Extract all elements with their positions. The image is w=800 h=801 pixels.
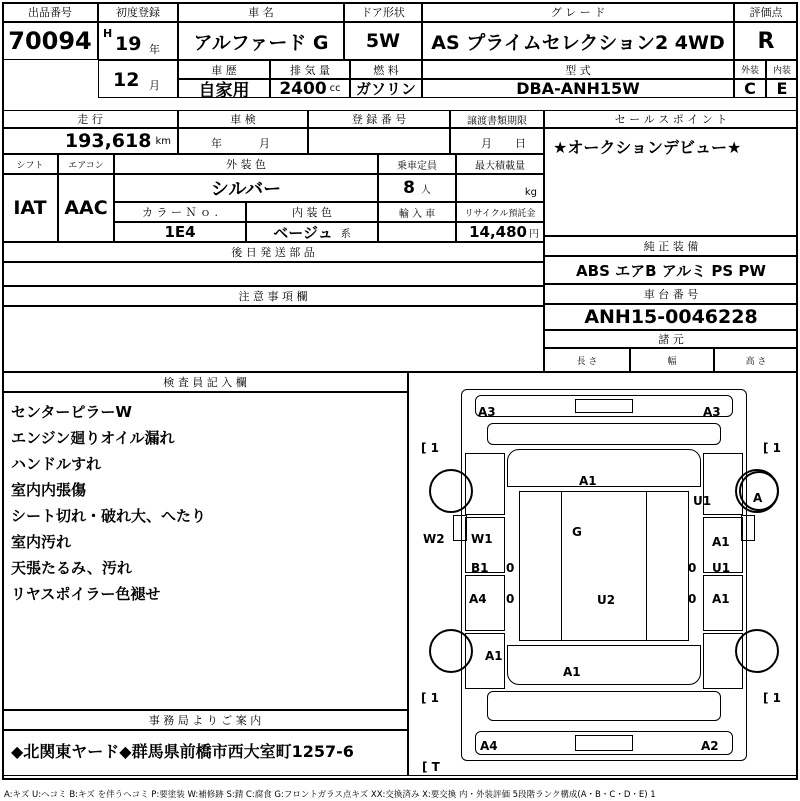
inspector-label: [2, 372, 408, 392]
inspector-note-line: エンジン廻りオイル漏れ: [11, 429, 175, 447]
history-label-text: 車 歴: [211, 63, 237, 77]
first-reg-year-unit-text: 年: [149, 43, 160, 56]
inspector-note-line: 天張たるみ、汚れ: [11, 559, 132, 577]
caution-label-text: 注 意 事 項 欄: [238, 290, 308, 303]
transfer-month-text: 月: [481, 137, 492, 150]
first-reg-label-text: 初度登録: [116, 6, 160, 19]
color-no-text: 1E4: [164, 223, 196, 241]
genuine-equipment-value: [544, 256, 798, 284]
first-reg-value: [98, 22, 178, 60]
score-text: R: [757, 28, 775, 54]
lot-no-label: [2, 2, 98, 22]
diagram-damage-label: [ T: [422, 760, 440, 774]
diagram-damage-label: 0: [688, 561, 697, 575]
width-label: [630, 348, 714, 372]
first-reg-month-cell: [98, 60, 178, 98]
door-label-text: ドア形状: [361, 6, 405, 19]
diagram-damage-label: [ 1: [763, 441, 782, 455]
diagram-damage-label: W1: [471, 532, 493, 546]
later-parts-value: [2, 262, 544, 286]
dimensions-label-text: 諸 元: [658, 333, 684, 346]
diagram-damage-label: A1: [579, 474, 597, 488]
caution-value: [2, 306, 544, 372]
diagram-damage-label: A4: [480, 739, 498, 753]
diagram-damage-label: A1: [712, 535, 730, 549]
model-value: [422, 79, 734, 98]
max-load-label-text: 最大積載量: [475, 160, 525, 172]
mileage-label-text: 走 行: [77, 113, 103, 126]
genuine-equipment-label: [544, 236, 798, 256]
sales-point-label: [544, 110, 798, 128]
int-grade-label: [766, 60, 798, 79]
diagram-damage-label: U2: [597, 593, 616, 607]
rear-window: [507, 645, 701, 685]
ext-color-text: シルバー: [210, 179, 282, 200]
history-text: 自家用: [198, 81, 250, 101]
mileage-value: [2, 128, 178, 154]
fuel-text: ガソリン: [355, 80, 416, 98]
displacement-label: [270, 60, 350, 79]
shift-value: [2, 174, 58, 242]
office-label-text: 事 務 局 よ り ご 案 内: [148, 714, 262, 727]
car-name-label: [178, 2, 344, 22]
lot-no-text: 70094: [8, 27, 92, 55]
windshield: [507, 449, 701, 487]
diagram-damage-label: 0: [688, 592, 697, 606]
displacement-text: 2400: [279, 78, 327, 99]
color-no-value: [114, 222, 246, 242]
diagram-damage-label: A4: [469, 592, 487, 606]
wheel-front-left: [429, 469, 473, 513]
recycle-text: 14,480: [469, 223, 527, 241]
ext-grade-text: C: [744, 79, 756, 98]
transfer-deadline-label-text: 譲渡書類期限: [467, 115, 527, 127]
grade-value: [422, 22, 734, 60]
sales-point-label-text: セ ー ル ス ポ イ ン ト: [614, 113, 728, 126]
caution-label: [2, 286, 544, 306]
shaken-month-text: 月: [259, 137, 270, 150]
height-label: [714, 348, 798, 372]
diagram-damage-label: U1: [693, 494, 712, 508]
model-text: DBA-ANH15W: [516, 79, 640, 98]
car-name-value: [178, 22, 344, 60]
int-color-label-text: 内 装 色: [292, 206, 332, 219]
recycle-label: [456, 202, 544, 222]
score-label: [734, 2, 798, 22]
reg-no-value: [308, 128, 450, 154]
import-value: [378, 222, 456, 242]
transfer-deadline-value: [450, 128, 544, 154]
seats-unit-text: 人: [420, 184, 431, 196]
color-no-label-text: カ ラ ー Ｎ ｏ .: [142, 206, 218, 219]
diagram-damage-label: U1: [712, 561, 731, 575]
legend-footer-text: A:キズ U:ヘコミ B:キズ を伴うヘコミ P:要塗装 W:補修跡 S:錆 C:腐食 G:フロントガラス点キズ XX:交換済み X:要交換 内・外装評価 5段階ランク構成(A・B・C・D・E) 1: [4, 790, 656, 800]
aircon-value: [58, 174, 114, 242]
transfer-deadline-label: [450, 110, 544, 128]
diagram-damage-label: [ 1: [421, 691, 440, 705]
shaken-year-text: 年: [211, 137, 222, 150]
height-label-text: 高 さ: [745, 356, 767, 367]
chassis-text: ANH15-0046228: [584, 306, 758, 328]
inspector-note-line: 室内内張傷: [11, 481, 87, 499]
recycle-unit-text: 円: [529, 228, 539, 240]
ext-grade-label-text: 外装: [740, 66, 759, 76]
diagram-damage-label: [ 1: [421, 441, 440, 455]
office-notice-text: ◆北関東ヤード◆群馬県前橋市西大室町1257-6: [11, 742, 354, 761]
sales-point-value: [544, 128, 798, 236]
ext-color-value: [114, 174, 378, 202]
shift-label-text: シフト: [16, 160, 44, 171]
legend-footer: [4, 782, 798, 801]
displacement-value: [270, 79, 350, 98]
damage-diagram-panel: [408, 372, 798, 776]
inspector-note-line: シート切れ・破れ大、へたり: [11, 507, 207, 525]
diagram-damage-label: [ 1: [763, 691, 782, 705]
color-no-label: [114, 202, 246, 222]
mirror-left: [453, 515, 467, 541]
sales-point-text: ★オークションデビュー★: [553, 138, 742, 157]
grade-text: AS プライムセレクション2 4WD: [431, 31, 725, 54]
max-load-unit-text: kg: [524, 187, 537, 198]
fuel-label-text: 燃 料: [373, 63, 399, 77]
fuel-label: [350, 60, 422, 79]
int-color-suffix-text: 系: [340, 228, 351, 240]
first-reg-month-unit-text: 月: [149, 79, 160, 92]
inspector-label-text: 検 査 員 記 入 欄: [163, 376, 247, 389]
seats-text: 8: [403, 178, 415, 198]
diagram-damage-label: W2: [423, 532, 445, 546]
chassis-label-text: 車 台 番 号: [643, 288, 699, 301]
max-load-label: [456, 154, 544, 174]
first-reg-label: [98, 2, 178, 22]
wheel-rear-right: [735, 629, 779, 673]
shaken-label-text: 車 検: [230, 113, 256, 126]
diagram-damage-label: A3: [478, 405, 496, 419]
import-label: [378, 202, 456, 222]
diagram-damage-label: A3: [703, 405, 721, 419]
int-color-value: [246, 222, 378, 242]
genuine-equipment-text: ABS エアB アルミ PS PW: [576, 261, 766, 280]
seats-label-text: 乗車定員: [397, 160, 437, 172]
later-parts-label: [2, 242, 544, 262]
shaken-value: [178, 128, 308, 154]
mirror-right: [741, 515, 755, 541]
score-value: [734, 22, 798, 60]
int-color-text: ベージュ: [273, 223, 333, 242]
history-value: [178, 79, 270, 101]
door-label: [344, 2, 422, 22]
car-name-text: アルファード G: [193, 31, 329, 54]
dimensions-label: [544, 330, 798, 348]
ext-grade-label: [734, 60, 766, 79]
first-reg-month-text: 12: [113, 69, 140, 91]
aircon-label-text: エアコン: [68, 160, 104, 171]
displacement-label-text: 排 気 量: [290, 63, 330, 77]
reg-no-label: [308, 110, 450, 128]
chassis-value: [544, 304, 798, 330]
int-color-label: [246, 202, 378, 222]
length-label-text: 長 さ: [576, 356, 598, 367]
grade-label: [422, 2, 734, 22]
recycle-label-text: リサイクル預託金: [464, 208, 536, 219]
tailgate-panel: [487, 691, 721, 721]
diagram-damage-label: B1: [471, 561, 489, 575]
diagram-damage-label: A1: [485, 649, 503, 663]
aircon-text: AAC: [64, 197, 108, 219]
wheel-rear-left: [429, 629, 473, 673]
later-parts-label-text: 後 日 発 送 部 品: [231, 246, 315, 259]
diagram-damage-label: 0: [506, 561, 515, 575]
diagram-damage-label: A1: [563, 665, 581, 679]
recycle-value: [456, 222, 544, 242]
diagram-damage-label: A1: [712, 592, 730, 606]
inspector-note-line: センターピラーW: [11, 403, 132, 421]
shift-text: IAT: [13, 197, 47, 219]
diagram-damage-label: 0: [506, 592, 515, 606]
max-load-value: [456, 174, 544, 202]
chassis-label: [544, 284, 798, 304]
door-text: 5W: [365, 30, 401, 52]
int-grade-value: [766, 79, 798, 98]
front-plate: [575, 399, 633, 413]
genuine-equipment-label-text: 純 正 装 備: [643, 240, 699, 253]
mileage-label: [2, 110, 178, 128]
inspector-note-line: ハンドルすれ: [11, 455, 102, 473]
import-label-text: 輸 入 車: [398, 208, 436, 220]
lot-no-value: [2, 22, 98, 60]
seats-value: [378, 174, 456, 202]
seats-label: [378, 154, 456, 174]
office-label: [2, 710, 408, 730]
diagram-damage-label: A: [753, 491, 763, 505]
hood-panel: [487, 423, 721, 445]
first-reg-era-text: H: [103, 27, 113, 40]
inspector-notes: [2, 392, 408, 710]
office-notice: [2, 730, 408, 776]
displacement-unit-text: cc: [329, 83, 341, 94]
width-label-text: 幅: [667, 356, 677, 367]
fuel-value: [350, 79, 422, 98]
inspector-note-line: リヤスポイラー色褪せ: [11, 585, 161, 603]
reg-no-label-text: 登 録 番 号: [351, 113, 407, 126]
int-grade-label-text: 内装: [772, 66, 791, 76]
ext-color-label-text: 外 装 色: [226, 158, 266, 171]
shaken-label: [178, 110, 308, 128]
mileage-text: 193,618: [64, 130, 152, 152]
ext-color-label: [114, 154, 378, 174]
int-grade-text: E: [776, 79, 788, 98]
aircon-label: [58, 154, 114, 174]
length-label: [544, 348, 630, 372]
door-value: [344, 22, 422, 60]
mileage-unit-text: km: [155, 135, 171, 147]
model-label: [422, 60, 734, 79]
diagram-damage-label: A2: [701, 739, 719, 753]
shift-label: [2, 154, 58, 174]
rear-plate: [575, 735, 633, 751]
car-name-label-text: 車 名: [248, 6, 274, 19]
lot-no-label-text: 出品番号: [28, 6, 72, 19]
roof-center-line: [561, 491, 647, 641]
grade-label-text: グ レ ー ド: [550, 6, 606, 19]
ext-grade-value: [734, 79, 766, 98]
first-reg-year-text: 19: [115, 33, 142, 55]
inspector-note-line: 室内汚れ: [11, 533, 72, 551]
score-label-text: 評価点: [749, 6, 783, 19]
model-label-text: 型 式: [565, 63, 591, 77]
transfer-day-text: 日: [515, 137, 526, 150]
diagram-damage-label: G: [572, 525, 582, 539]
